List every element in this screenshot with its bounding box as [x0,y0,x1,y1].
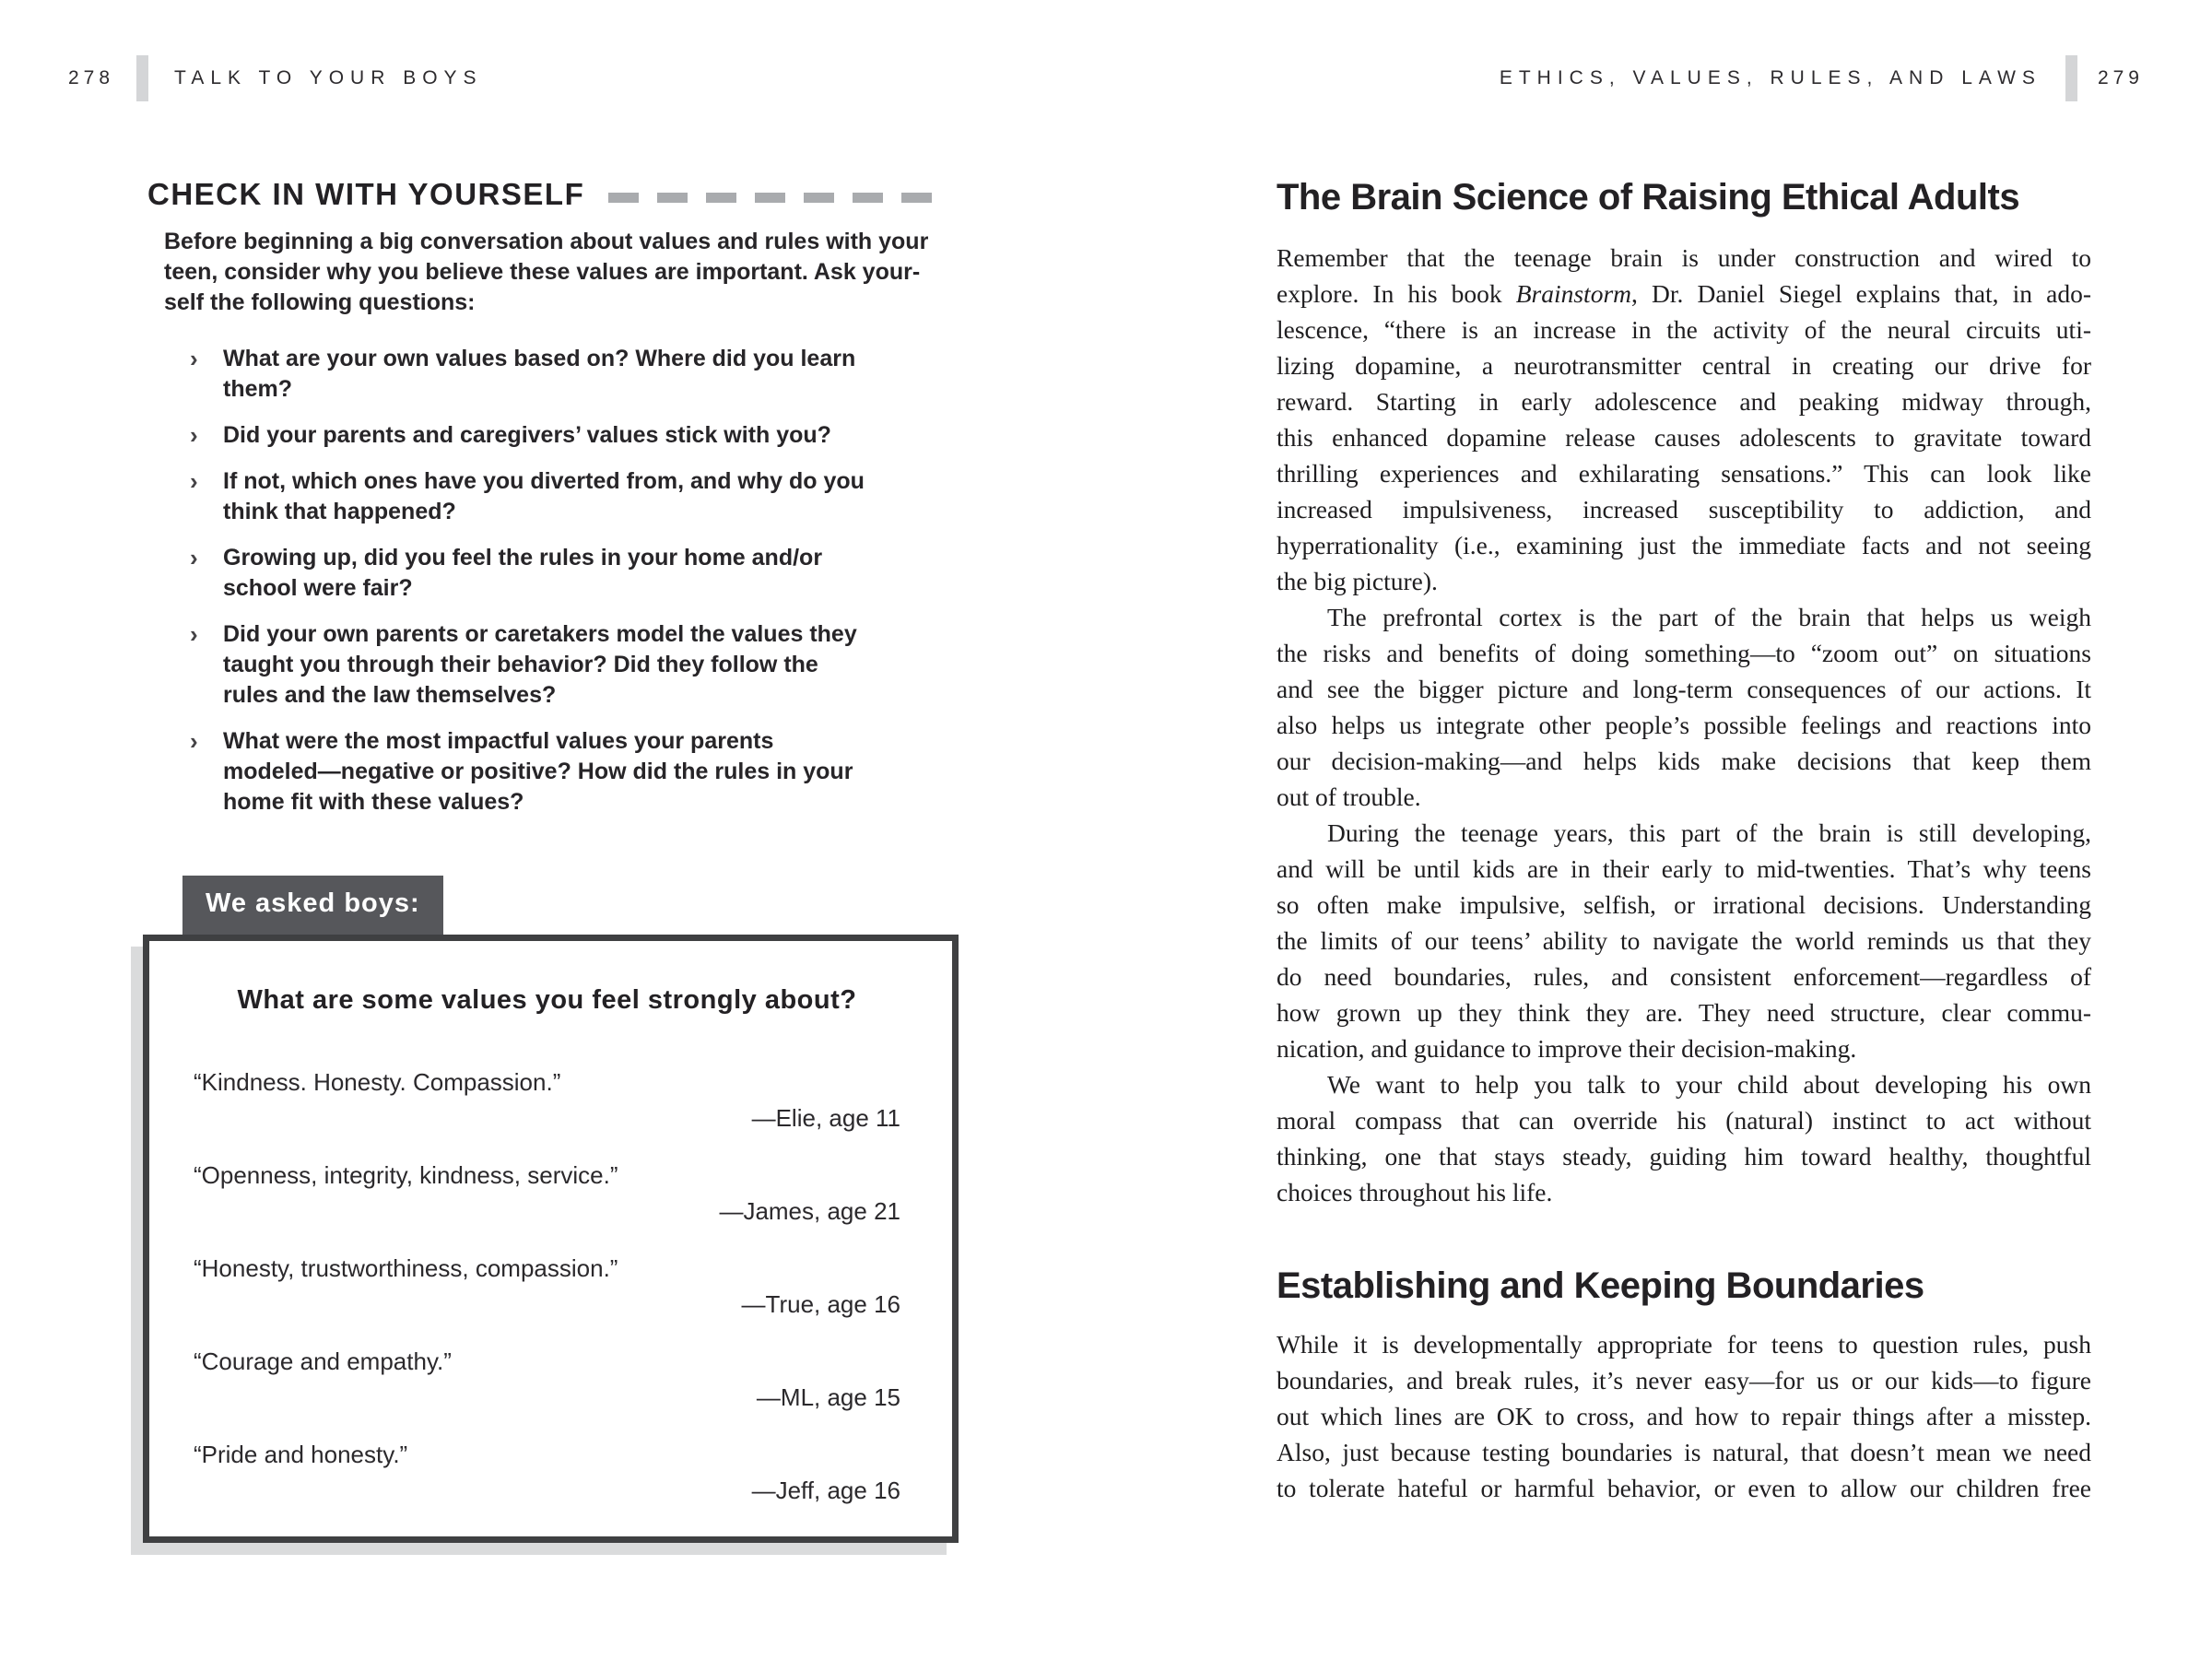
text-line: boundaries, and break rules, it’s never easy—for us or our kids—to figure [1277,1366,2091,1394]
section-heading-boundaries: Establishing and Keeping Boundaries [1277,1265,1924,1306]
bullet-text [223,726,853,818]
bullet-line: school were fair? [223,575,413,601]
text-line: and see the bigger picture and long-term consequences of our actions. It [1277,675,2091,703]
text-line: nication, and guidance to improve their decision-making. [1277,1034,1857,1063]
text-line: choices throughout his life. [1277,1178,1553,1206]
bullet-line: What are your own values based on? Where did you learn [223,346,856,371]
intro-paragraph [164,227,938,318]
dash [657,193,688,203]
bullet-line: Did your parents and caregivers’ values stick with you? [223,422,831,448]
page-number-right: 279 [2097,67,2144,88]
body-column [1277,175,2091,1506]
bullet-line: taught you through their behavior? Did they follow the [223,652,818,677]
text-line: out of trouble. [1277,782,1421,811]
body-paragraph-3 [1277,815,2091,1066]
book-title-italic: Brainstorm [1515,279,1632,308]
intro-line: Before beginning a big conversation about values and rules with your [164,229,929,254]
dash [608,193,639,203]
bullet-line: home fit with these values? [223,789,524,815]
quote-item [194,1067,900,1133]
intro-line: self the following questions: [164,289,476,315]
sidebar-heading-row [147,177,938,212]
text-line: Remember that the teenage brain is under construction and wired to [1277,243,2091,272]
text-line: The prefrontal cortex is the part of the brain that helps us weigh [1327,603,2091,631]
text-line: the risks and benefits of doing something—to “zoom out” on situations [1277,639,2091,667]
quote-box [143,935,959,1543]
text-line: lescence, “there is an increase in the activity of the neural circuits uti- [1277,315,2091,344]
chevron-bullet-icon: › [190,544,198,571]
quote-item [194,1253,900,1319]
bullet-text [223,344,855,405]
bullet-item [190,466,938,527]
quote-item [194,1347,900,1412]
quote-text: “Courage and empathy.” [194,1347,452,1375]
body-paragraph-1 [1277,240,2091,312]
running-title-right: ETHICS, VALUES, RULES, AND LAWS [1499,67,2041,88]
quote-box-title: What are some values you feel strongly about? [237,985,857,1015]
bullet-item [190,344,938,405]
header-rule-right [2065,55,2077,101]
body-paragraph-5 [1277,1326,2091,1506]
bullet-text [223,543,822,604]
body-paragraph-1-cont [1277,312,2091,599]
text-line: also helps us integrate other people’s possible feelings and reactions into [1277,711,2091,739]
body-paragraph-2 [1277,599,2091,815]
text-line: increased impulsiveness, increased susceptibility to addiction, and [1277,495,2091,524]
heading-dashes [608,193,932,203]
text-segment: explore. In his book [1277,279,1516,308]
chevron-bullet-icon: › [190,620,198,648]
text-line [1277,276,2091,312]
dash [755,193,785,203]
bullet-text [223,420,831,451]
page-number-left: 278 [68,67,115,88]
text-line: While it is developmentally appropriate for teens to question rules, push [1277,1330,2091,1359]
dash [853,193,883,203]
quote-text: “Pride and honesty.” [194,1441,408,1468]
quote-attribution: —True, age 16 [741,1290,900,1318]
text-line: so often make impulsive, selfish, or irrational decisions. Understanding [1277,890,2091,919]
text-line: do need boundaries, rules, and consistent enforcement—regardless of [1277,962,2091,991]
chevron-bullet-icon: › [190,727,198,755]
text-line: out which lines are OK to cross, and how to repair things after a misstep. [1277,1402,2091,1430]
bullet-item [190,543,938,604]
section-heading-brain-science: The Brain Science of Raising Ethical Adults [1277,177,2020,218]
bullet-line: Growing up, did you feel the rules in your home and/or [223,545,823,571]
body-paragraph-4 [1277,1066,2091,1210]
text-line: and will be until kids are in their early to mid-twenties. That’s why teens [1277,854,2091,883]
chevron-bullet-icon: › [190,467,198,495]
quote-item [194,1440,900,1505]
quote-text: “Openness, integrity, kindness, service.” [194,1161,618,1189]
text-line: the big picture). [1277,567,1438,595]
bullet-line: Did your own parents or caretakers model the values they [223,621,857,647]
chevron-bullet-icon: › [190,421,198,449]
quote-item [194,1160,900,1226]
bullet-list [190,344,938,818]
running-head-left [68,55,483,101]
bullet-line: modeled—negative or positive? How did the rules in your [223,759,853,784]
bullet-text [223,619,857,711]
text-line: moral compass that can override his (natural) instinct to act without [1277,1106,2091,1135]
text-line: thinking, one that stays steady, guiding him toward healthy, thoughtful [1277,1142,2091,1171]
text-line: how grown up they think they are. They need structure, clear commu- [1277,998,2091,1027]
intro-line: teen, consider why you believe these values are important. Ask your- [164,259,921,285]
quote-text: “Kindness. Honesty. Compassion.” [194,1068,561,1096]
dash [901,193,932,203]
bullet-text [223,466,865,527]
text-line: to tolerate hateful or harmful behavior, or even to allow our children free [1277,1474,2091,1502]
chevron-bullet-icon: › [190,345,198,372]
text-line: Also, just because testing boundaries is natural, that doesn’t mean we need [1277,1438,2091,1466]
text-line: the limits of our teens’ ability to navigate the world reminds us that they [1277,926,2091,955]
sidebar-heading: CHECK IN WITH YOURSELF [147,177,585,211]
text-line: thrilling experiences and exhilarating sensations.” This can look like [1277,459,2091,488]
running-title-left: TALK TO YOUR BOYS [174,67,483,88]
dash [706,193,736,203]
quote-attribution: —Jeff, age 16 [751,1477,900,1504]
text-line: lizing dopamine, a neurotransmitter central in creating our drive for [1277,351,2091,380]
bullet-line: If not, which ones have you diverted from, and why do you [223,468,865,494]
text-line: hyperrationality (i.e., examining just the immediate facts and not seeing [1277,531,2091,559]
text-line: our decision-making—and helps kids make decisions that keep them [1277,747,2091,775]
header-rule-left [136,55,148,101]
text-line: reward. Starting in early adolescence and peaking midway through, [1277,387,2091,416]
bullet-line: rules and the law themselves? [223,682,557,708]
text-line: During the teenage years, this part of the brain is still developing, [1327,818,2091,847]
bullet-item [190,726,938,818]
text-line: this enhanced dopamine release causes adolescents to gravitate toward [1277,423,2091,452]
text-segment: , Dr. Daniel Siegel explains that, in ado- [1631,279,2091,308]
dash [804,193,834,203]
bullet-line: them? [223,376,292,402]
quote-text: “Honesty, trustworthiness, compassion.” [194,1254,618,1282]
we-asked-boys-tab: We asked boys: [182,876,443,935]
sidebar-column [147,177,938,1543]
quote-attribution: —ML, age 15 [756,1383,900,1411]
quote-attribution: —Elie, age 11 [751,1104,900,1132]
bullet-item [190,619,938,711]
running-head-right [1500,55,2144,101]
quote-attribution: —James, age 21 [719,1197,900,1225]
text-line: We want to help you talk to your child about developing his own [1327,1070,2091,1099]
bullet-item [190,420,938,451]
bullet-line: What were the most impactful values your parents [223,728,774,754]
bullet-line: think that happened? [223,499,456,524]
